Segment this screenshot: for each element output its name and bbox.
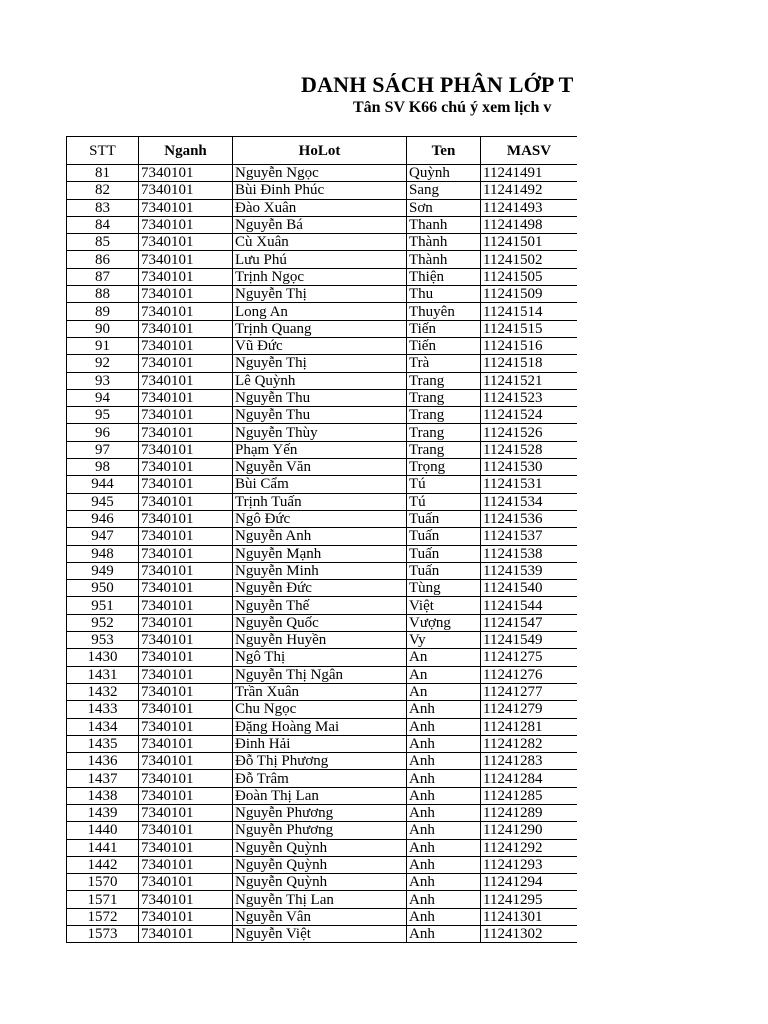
cell-nganh: 7340101 bbox=[139, 891, 233, 908]
table-row bbox=[67, 874, 578, 891]
cell-ten: Trang bbox=[407, 389, 481, 406]
cell-ten: Quỳnh bbox=[407, 165, 481, 182]
cell-masv: 11241292 bbox=[481, 839, 578, 856]
cell-stt: 953 bbox=[67, 632, 139, 649]
cell-nganh: 7340101 bbox=[139, 234, 233, 251]
table-row bbox=[67, 268, 578, 285]
cell-masv: 11241539 bbox=[481, 562, 578, 579]
cell-ten: Trang bbox=[407, 372, 481, 389]
student-list-sheet bbox=[66, 136, 577, 943]
cell-ten: Anh bbox=[407, 839, 481, 856]
cell-stt: 1437 bbox=[67, 770, 139, 787]
cell-masv: 11241492 bbox=[481, 182, 578, 199]
cell-ten: Vy bbox=[407, 632, 481, 649]
table-row bbox=[67, 614, 578, 631]
cell-holot: Ngô Thị bbox=[233, 649, 407, 666]
cell-ten: Thu bbox=[407, 286, 481, 303]
cell-ten: Tuấn bbox=[407, 545, 481, 562]
cell-nganh: 7340101 bbox=[139, 320, 233, 337]
cell-masv: 11241283 bbox=[481, 753, 578, 770]
table-row bbox=[67, 476, 578, 493]
cell-holot: Đoàn Thị Lan bbox=[233, 787, 407, 804]
table-row bbox=[67, 683, 578, 700]
table-row bbox=[67, 337, 578, 354]
cell-holot: Bùi Đinh Phúc bbox=[233, 182, 407, 199]
cell-holot: Nguyễn Quỳnh bbox=[233, 874, 407, 891]
cell-nganh: 7340101 bbox=[139, 735, 233, 752]
cell-nganh: 7340101 bbox=[139, 476, 233, 493]
cell-stt: 1572 bbox=[67, 908, 139, 925]
cell-nganh: 7340101 bbox=[139, 493, 233, 510]
cell-holot: Đỗ Trâm bbox=[233, 770, 407, 787]
cell-nganh: 7340101 bbox=[139, 268, 233, 285]
cell-masv: 11241540 bbox=[481, 580, 578, 597]
table-row bbox=[67, 735, 578, 752]
cell-stt: 1435 bbox=[67, 735, 139, 752]
table-row bbox=[67, 770, 578, 787]
cell-masv: 11241279 bbox=[481, 701, 578, 718]
cell-nganh: 7340101 bbox=[139, 510, 233, 527]
cell-ten: Tuấn bbox=[407, 562, 481, 579]
cell-stt: 89 bbox=[67, 303, 139, 320]
student-table bbox=[66, 136, 577, 943]
table-row bbox=[67, 251, 578, 268]
cell-stt: 945 bbox=[67, 493, 139, 510]
cell-masv: 11241526 bbox=[481, 424, 578, 441]
cell-nganh: 7340101 bbox=[139, 545, 233, 562]
cell-ten: Anh bbox=[407, 856, 481, 873]
cell-stt: 84 bbox=[67, 216, 139, 233]
cell-nganh: 7340101 bbox=[139, 337, 233, 354]
table-row bbox=[67, 718, 578, 735]
cell-ten: Thành bbox=[407, 251, 481, 268]
cell-stt: 91 bbox=[67, 337, 139, 354]
cell-ten: Anh bbox=[407, 926, 481, 943]
column-header-holot: HoLot bbox=[233, 137, 407, 165]
cell-stt: 951 bbox=[67, 597, 139, 614]
cell-masv: 11241302 bbox=[481, 926, 578, 943]
cell-nganh: 7340101 bbox=[139, 666, 233, 683]
table-row bbox=[67, 822, 578, 839]
cell-ten: Sang bbox=[407, 182, 481, 199]
cell-stt: 83 bbox=[67, 199, 139, 216]
column-header-nganh: Nganh bbox=[139, 137, 233, 165]
table-row bbox=[67, 562, 578, 579]
cell-masv: 11241549 bbox=[481, 632, 578, 649]
cell-holot: Nguyễn Quỳnh bbox=[233, 856, 407, 873]
cell-masv: 11241281 bbox=[481, 718, 578, 735]
cell-stt: 944 bbox=[67, 476, 139, 493]
cell-ten: Tiến bbox=[407, 320, 481, 337]
cell-masv: 11241491 bbox=[481, 165, 578, 182]
cell-stt: 95 bbox=[67, 407, 139, 424]
cell-holot: Nguyễn Thùy bbox=[233, 424, 407, 441]
cell-holot: Lê Quỳnh bbox=[233, 372, 407, 389]
cell-masv: 11241501 bbox=[481, 234, 578, 251]
cell-ten: Sơn bbox=[407, 199, 481, 216]
cell-masv: 11241277 bbox=[481, 683, 578, 700]
cell-ten: An bbox=[407, 683, 481, 700]
cell-nganh: 7340101 bbox=[139, 632, 233, 649]
cell-nganh: 7340101 bbox=[139, 286, 233, 303]
cell-ten: Thành bbox=[407, 234, 481, 251]
cell-holot: Ngô Đức bbox=[233, 510, 407, 527]
cell-holot: Nguyễn Thu bbox=[233, 407, 407, 424]
table-row bbox=[67, 701, 578, 718]
cell-masv: 11241537 bbox=[481, 528, 578, 545]
cell-ten: Anh bbox=[407, 874, 481, 891]
page-title: DANH SÁCH PHÂN LỚP T bbox=[301, 72, 574, 97]
cell-stt: 85 bbox=[67, 234, 139, 251]
cell-nganh: 7340101 bbox=[139, 822, 233, 839]
cell-masv: 11241290 bbox=[481, 822, 578, 839]
cell-masv: 11241534 bbox=[481, 493, 578, 510]
cell-nganh: 7340101 bbox=[139, 770, 233, 787]
cell-nganh: 7340101 bbox=[139, 804, 233, 821]
cell-nganh: 7340101 bbox=[139, 441, 233, 458]
cell-stt: 93 bbox=[67, 372, 139, 389]
column-header-ten: Ten bbox=[407, 137, 481, 165]
table-row bbox=[67, 510, 578, 527]
cell-holot: Nguyễn Văn bbox=[233, 459, 407, 476]
cell-ten: An bbox=[407, 666, 481, 683]
cell-ten: Trang bbox=[407, 441, 481, 458]
cell-masv: 11241301 bbox=[481, 908, 578, 925]
cell-holot: Phạm Yến bbox=[233, 441, 407, 458]
cell-ten: Tùng bbox=[407, 580, 481, 597]
cell-ten: Tú bbox=[407, 476, 481, 493]
cell-holot: Vũ Đức bbox=[233, 337, 407, 354]
cell-ten: Trang bbox=[407, 424, 481, 441]
cell-nganh: 7340101 bbox=[139, 908, 233, 925]
cell-nganh: 7340101 bbox=[139, 459, 233, 476]
cell-masv: 11241524 bbox=[481, 407, 578, 424]
cell-nganh: 7340101 bbox=[139, 251, 233, 268]
cell-nganh: 7340101 bbox=[139, 926, 233, 943]
cell-stt: 1431 bbox=[67, 666, 139, 683]
cell-ten: Tuấn bbox=[407, 528, 481, 545]
table-row bbox=[67, 286, 578, 303]
cell-holot: Nguyễn Minh bbox=[233, 562, 407, 579]
table-row bbox=[67, 926, 578, 943]
cell-holot: Lưu Phú bbox=[233, 251, 407, 268]
cell-nganh: 7340101 bbox=[139, 839, 233, 856]
table-row bbox=[67, 234, 578, 251]
cell-masv: 11241498 bbox=[481, 216, 578, 233]
table-row bbox=[67, 407, 578, 424]
page-subtitle: Tân SV K66 chú ý xem lịch v bbox=[353, 99, 552, 116]
cell-ten: Tú bbox=[407, 493, 481, 510]
table-row bbox=[67, 632, 578, 649]
table-row bbox=[67, 372, 578, 389]
cell-nganh: 7340101 bbox=[139, 389, 233, 406]
cell-stt: 1442 bbox=[67, 856, 139, 873]
cell-holot: Nguyễn Thế bbox=[233, 597, 407, 614]
cell-holot: Nguyễn Việt bbox=[233, 926, 407, 943]
cell-stt: 949 bbox=[67, 562, 139, 579]
cell-ten: Việt bbox=[407, 597, 481, 614]
cell-ten: Tuấn bbox=[407, 510, 481, 527]
cell-holot: Trịnh Ngọc bbox=[233, 268, 407, 285]
table-row bbox=[67, 597, 578, 614]
cell-holot: Trịnh Quang bbox=[233, 320, 407, 337]
cell-stt: 1433 bbox=[67, 701, 139, 718]
cell-masv: 11241516 bbox=[481, 337, 578, 354]
table-row bbox=[67, 545, 578, 562]
cell-masv: 11241502 bbox=[481, 251, 578, 268]
cell-stt: 1439 bbox=[67, 804, 139, 821]
cell-nganh: 7340101 bbox=[139, 787, 233, 804]
cell-nganh: 7340101 bbox=[139, 614, 233, 631]
cell-holot: Bùi Cẩm bbox=[233, 476, 407, 493]
cell-holot: Nguyễn Thị Lan bbox=[233, 891, 407, 908]
cell-holot: Nguyễn Thu bbox=[233, 389, 407, 406]
cell-masv: 11241284 bbox=[481, 770, 578, 787]
column-header-stt: STT bbox=[67, 137, 139, 165]
cell-masv: 11241294 bbox=[481, 874, 578, 891]
cell-holot: Trần Xuân bbox=[233, 683, 407, 700]
cell-holot: Đinh Hải bbox=[233, 735, 407, 752]
table-row bbox=[67, 216, 578, 233]
cell-ten: Vượng bbox=[407, 614, 481, 631]
table-row bbox=[67, 528, 578, 545]
cell-holot: Đỗ Thị Phương bbox=[233, 753, 407, 770]
table-row bbox=[67, 182, 578, 199]
table-row bbox=[67, 908, 578, 925]
cell-stt: 948 bbox=[67, 545, 139, 562]
table-row bbox=[67, 441, 578, 458]
cell-nganh: 7340101 bbox=[139, 372, 233, 389]
cell-holot: Long An bbox=[233, 303, 407, 320]
cell-masv: 11241514 bbox=[481, 303, 578, 320]
cell-nganh: 7340101 bbox=[139, 874, 233, 891]
table-row bbox=[67, 580, 578, 597]
cell-stt: 88 bbox=[67, 286, 139, 303]
cell-masv: 11241528 bbox=[481, 441, 578, 458]
table-row bbox=[67, 355, 578, 372]
cell-stt: 94 bbox=[67, 389, 139, 406]
cell-nganh: 7340101 bbox=[139, 718, 233, 735]
cell-nganh: 7340101 bbox=[139, 407, 233, 424]
cell-nganh: 7340101 bbox=[139, 701, 233, 718]
table-row bbox=[67, 856, 578, 873]
cell-masv: 11241547 bbox=[481, 614, 578, 631]
cell-stt: 1436 bbox=[67, 753, 139, 770]
cell-ten: Anh bbox=[407, 753, 481, 770]
cell-masv: 11241515 bbox=[481, 320, 578, 337]
cell-holot: Nguyễn Phương bbox=[233, 822, 407, 839]
cell-masv: 11241531 bbox=[481, 476, 578, 493]
table-row bbox=[67, 787, 578, 804]
cell-masv: 11241275 bbox=[481, 649, 578, 666]
cell-holot: Đặng Hoàng Mai bbox=[233, 718, 407, 735]
cell-masv: 11241538 bbox=[481, 545, 578, 562]
cell-stt: 1441 bbox=[67, 839, 139, 856]
table-header-row bbox=[67, 137, 578, 165]
cell-stt: 952 bbox=[67, 614, 139, 631]
cell-stt: 950 bbox=[67, 580, 139, 597]
cell-nganh: 7340101 bbox=[139, 580, 233, 597]
cell-holot: Nguyễn Thị Ngân bbox=[233, 666, 407, 683]
cell-nganh: 7340101 bbox=[139, 649, 233, 666]
cell-stt: 946 bbox=[67, 510, 139, 527]
cell-masv: 11241518 bbox=[481, 355, 578, 372]
table-row bbox=[67, 493, 578, 510]
cell-stt: 1438 bbox=[67, 787, 139, 804]
cell-nganh: 7340101 bbox=[139, 528, 233, 545]
cell-holot: Nguyễn Thị bbox=[233, 355, 407, 372]
table-row bbox=[67, 320, 578, 337]
cell-ten: Anh bbox=[407, 718, 481, 735]
cell-stt: 1430 bbox=[67, 649, 139, 666]
cell-stt: 86 bbox=[67, 251, 139, 268]
table-row bbox=[67, 666, 578, 683]
table-row bbox=[67, 303, 578, 320]
cell-holot: Nguyễn Thị bbox=[233, 286, 407, 303]
cell-ten: Anh bbox=[407, 787, 481, 804]
cell-ten: Anh bbox=[407, 822, 481, 839]
cell-ten: Thiện bbox=[407, 268, 481, 285]
cell-ten: Anh bbox=[407, 891, 481, 908]
cell-holot: Cù Xuân bbox=[233, 234, 407, 251]
table-row bbox=[67, 199, 578, 216]
cell-masv: 11241505 bbox=[481, 268, 578, 285]
cell-masv: 11241295 bbox=[481, 891, 578, 908]
cell-holot: Đào Xuân bbox=[233, 199, 407, 216]
cell-stt: 81 bbox=[67, 165, 139, 182]
cell-ten: Thanh bbox=[407, 216, 481, 233]
cell-ten: Anh bbox=[407, 770, 481, 787]
cell-masv: 11241285 bbox=[481, 787, 578, 804]
table-row bbox=[67, 753, 578, 770]
cell-nganh: 7340101 bbox=[139, 355, 233, 372]
cell-holot: Nguyễn Quỳnh bbox=[233, 839, 407, 856]
cell-holot: Nguyễn Đức bbox=[233, 580, 407, 597]
cell-stt: 947 bbox=[67, 528, 139, 545]
cell-holot: Trịnh Tuấn bbox=[233, 493, 407, 510]
cell-holot: Nguyễn Mạnh bbox=[233, 545, 407, 562]
cell-nganh: 7340101 bbox=[139, 856, 233, 873]
cell-stt: 82 bbox=[67, 182, 139, 199]
table-row bbox=[67, 891, 578, 908]
cell-holot: Nguyễn Vân bbox=[233, 908, 407, 925]
cell-masv: 11241530 bbox=[481, 459, 578, 476]
cell-holot: Chu Ngọc bbox=[233, 701, 407, 718]
cell-holot: Nguyễn Ngọc bbox=[233, 165, 407, 182]
cell-masv: 11241493 bbox=[481, 199, 578, 216]
cell-holot: Nguyễn Quốc bbox=[233, 614, 407, 631]
table-row bbox=[67, 839, 578, 856]
table-row bbox=[67, 389, 578, 406]
cell-ten: Anh bbox=[407, 701, 481, 718]
cell-ten: Anh bbox=[407, 735, 481, 752]
cell-masv: 11241523 bbox=[481, 389, 578, 406]
cell-stt: 96 bbox=[67, 424, 139, 441]
cell-stt: 1440 bbox=[67, 822, 139, 839]
cell-stt: 1570 bbox=[67, 874, 139, 891]
cell-stt: 1573 bbox=[67, 926, 139, 943]
table-row bbox=[67, 424, 578, 441]
cell-nganh: 7340101 bbox=[139, 165, 233, 182]
cell-nganh: 7340101 bbox=[139, 753, 233, 770]
cell-masv: 11241293 bbox=[481, 856, 578, 873]
cell-ten: Trà bbox=[407, 355, 481, 372]
cell-ten: An bbox=[407, 649, 481, 666]
cell-holot: Nguyễn Anh bbox=[233, 528, 407, 545]
cell-ten: Tiến bbox=[407, 337, 481, 354]
cell-nganh: 7340101 bbox=[139, 182, 233, 199]
cell-nganh: 7340101 bbox=[139, 216, 233, 233]
cell-holot: Nguyễn Bá bbox=[233, 216, 407, 233]
cell-nganh: 7340101 bbox=[139, 424, 233, 441]
cell-stt: 1571 bbox=[67, 891, 139, 908]
cell-masv: 11241282 bbox=[481, 735, 578, 752]
cell-stt: 1434 bbox=[67, 718, 139, 735]
cell-nganh: 7340101 bbox=[139, 683, 233, 700]
table-row bbox=[67, 165, 578, 182]
cell-stt: 92 bbox=[67, 355, 139, 372]
cell-nganh: 7340101 bbox=[139, 562, 233, 579]
table-row bbox=[67, 649, 578, 666]
table-row bbox=[67, 459, 578, 476]
cell-masv: 11241509 bbox=[481, 286, 578, 303]
cell-nganh: 7340101 bbox=[139, 597, 233, 614]
cell-ten: Anh bbox=[407, 804, 481, 821]
cell-ten: Anh bbox=[407, 908, 481, 925]
cell-ten: Trang bbox=[407, 407, 481, 424]
cell-holot: Nguyễn Phương bbox=[233, 804, 407, 821]
cell-masv: 11241289 bbox=[481, 804, 578, 821]
cell-nganh: 7340101 bbox=[139, 199, 233, 216]
cell-stt: 90 bbox=[67, 320, 139, 337]
cell-stt: 87 bbox=[67, 268, 139, 285]
cell-ten: Trọng bbox=[407, 459, 481, 476]
cell-nganh: 7340101 bbox=[139, 303, 233, 320]
cell-stt: 98 bbox=[67, 459, 139, 476]
cell-stt: 1432 bbox=[67, 683, 139, 700]
cell-ten: Thuyên bbox=[407, 303, 481, 320]
cell-masv: 11241544 bbox=[481, 597, 578, 614]
column-header-masv: MASV bbox=[481, 137, 578, 165]
cell-holot: Nguyễn Huyền bbox=[233, 632, 407, 649]
cell-masv: 11241536 bbox=[481, 510, 578, 527]
cell-masv: 11241276 bbox=[481, 666, 578, 683]
cell-masv: 11241521 bbox=[481, 372, 578, 389]
table-row bbox=[67, 804, 578, 821]
cell-stt: 97 bbox=[67, 441, 139, 458]
